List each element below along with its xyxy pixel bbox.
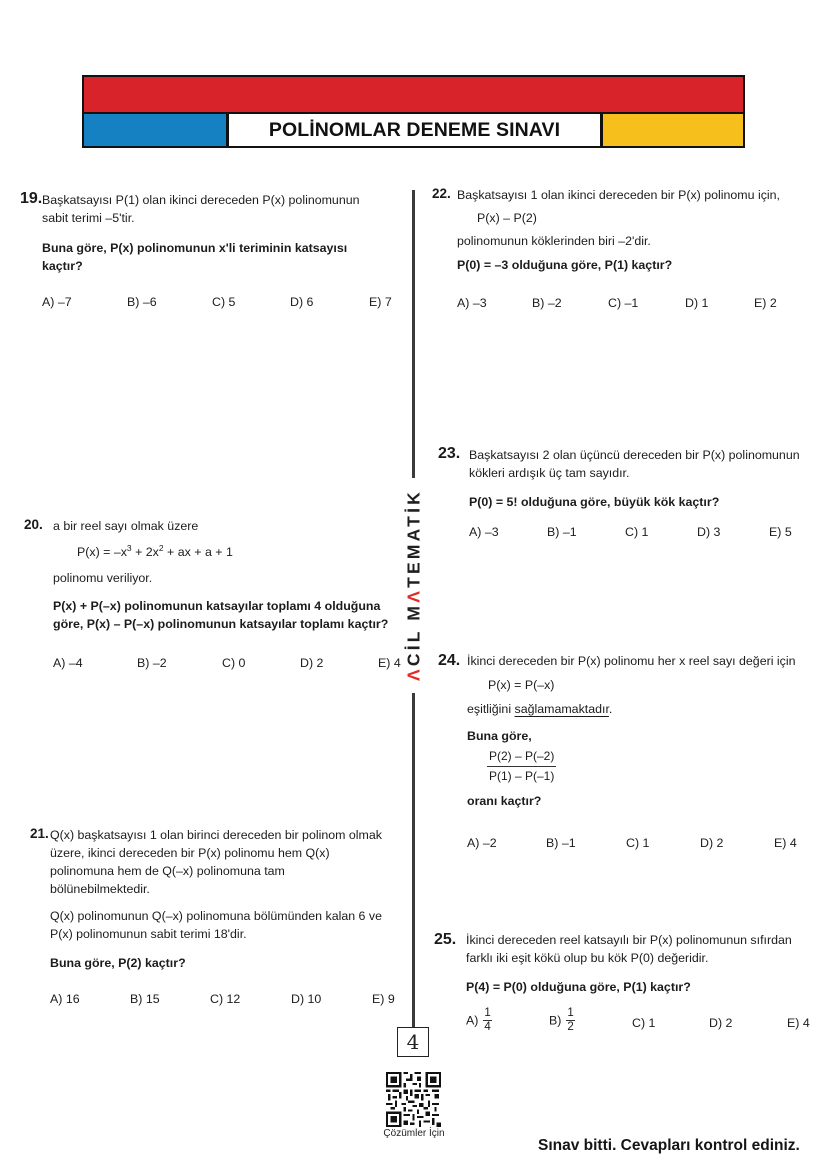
question-text: İkinci dereceden bir P(x) polinomu her x reel sayı değeri için bbox=[467, 654, 796, 668]
option-b[interactable]: B) –2 bbox=[137, 656, 167, 670]
option-b[interactable]: B) –2 bbox=[532, 296, 562, 310]
page-number: 4 bbox=[397, 1027, 429, 1057]
question-text: bölünebilmektedir. bbox=[50, 882, 150, 896]
option-c[interactable]: C) 12 bbox=[210, 992, 241, 1006]
question-text: polinomuna hem de Q(–x) polinomuna tam bbox=[50, 864, 285, 878]
option-b[interactable]: B) –1 bbox=[546, 836, 576, 850]
option-e[interactable]: E) 7 bbox=[369, 295, 392, 309]
question-prompt: Buna göre, P(2) kaçtır? bbox=[50, 956, 186, 970]
question-prompt: göre, P(x) – P(–x) polinomunun katsayılar toplamı kaçtır? bbox=[53, 617, 389, 631]
option-d[interactable]: D) 6 bbox=[290, 295, 314, 309]
question-number: 24. bbox=[438, 652, 461, 669]
question-prompt: oranı kaçtır? bbox=[467, 794, 542, 808]
brand-logo bbox=[403, 485, 425, 685]
option-b[interactable]: B) 15 bbox=[130, 992, 160, 1006]
question-text: polinomu veriliyor. bbox=[53, 571, 153, 585]
option-c[interactable]: C) 1 bbox=[626, 836, 650, 850]
option-a[interactable]: A) –2 bbox=[467, 836, 497, 850]
question-text: Başkatsayısı P(1) olan ikinci dereceden P(x) polinomunun bbox=[42, 193, 360, 207]
option-d[interactable]: D) 2 bbox=[300, 656, 324, 670]
brand-logo-text: ΛCİL MΛTEMATİK bbox=[403, 489, 424, 681]
question-text: farklı iki eşit kökü olup bu kök P(0) değeridir. bbox=[466, 951, 709, 965]
option-a[interactable]: A) –7 bbox=[42, 295, 72, 309]
option-e[interactable]: E) 4 bbox=[774, 836, 797, 850]
question-prompt: P(0) = –3 olduğuna göre, P(1) kaçtır? bbox=[457, 258, 673, 272]
question-prompt: P(4) = P(0) olduğuna göre, P(1) kaçtır? bbox=[466, 980, 691, 994]
question-text: Q(x) polinomunun Q(–x) polinomuna bölümünden kalan 6 ve bbox=[50, 909, 382, 923]
column-divider-bottom bbox=[412, 693, 415, 1028]
banner-yellow-block bbox=[603, 114, 743, 146]
option-a[interactable]: A) –4 bbox=[53, 656, 83, 670]
question-text: Q(x) başkatsayısı 1 olan birinci dereceden bir polinom olmak bbox=[50, 828, 382, 842]
banner-red-stripe bbox=[84, 77, 743, 112]
question-fraction: $\frac{P(2) - P(-2)}{P(1) - P(-1)}$ bbox=[489, 749, 555, 783]
option-b[interactable]: B) –1 bbox=[547, 525, 577, 539]
option-c[interactable]: C) 1 bbox=[632, 1016, 656, 1030]
question-prompt: Buna göre, bbox=[467, 729, 532, 743]
question-text: kökleri ardışık üç tam sayıdır. bbox=[469, 466, 630, 480]
question-number: 25. bbox=[434, 931, 457, 948]
column-divider-top bbox=[412, 190, 415, 478]
question-number: 19. bbox=[20, 190, 43, 207]
page-title: POLİNOMLAR DENEME SINAVI bbox=[268, 118, 561, 141]
option-d[interactable]: D) 2 bbox=[700, 836, 724, 850]
option-a[interactable]: A) 16 bbox=[50, 992, 80, 1006]
question-formula: P(x) – P(2) bbox=[477, 211, 537, 225]
question-prompt: kaçtır? bbox=[42, 259, 83, 273]
footer-message: Sınav bitti. Cevapları kontrol ediniz. bbox=[538, 1137, 800, 1154]
option-e[interactable]: E) 5 bbox=[769, 525, 792, 539]
option-a[interactable]: A) $\frac{1}{4}$ bbox=[466, 1007, 491, 1033]
qr-code-label: Çözümler İçin bbox=[383, 1128, 445, 1139]
option-d[interactable]: D) 3 bbox=[697, 525, 721, 539]
question-number: 22. bbox=[432, 186, 451, 201]
option-d[interactable]: D) 10 bbox=[291, 992, 322, 1006]
question-prompt: Buna göre, P(x) polinomunun x'li teriminin katsayısı bbox=[42, 241, 348, 255]
question-text: a bir reel sayı olmak üzere bbox=[53, 519, 199, 533]
question-number: 20. bbox=[24, 517, 43, 532]
question-text: polinomunun köklerinden biri –2'dir. bbox=[457, 234, 651, 248]
option-c[interactable]: C) 1 bbox=[625, 525, 649, 539]
option-a[interactable]: A) –3 bbox=[457, 296, 487, 310]
option-e[interactable]: E) 4 bbox=[787, 1016, 810, 1030]
question-number: 21. bbox=[30, 826, 49, 841]
option-d[interactable]: D) 1 bbox=[685, 296, 709, 310]
answer-options bbox=[466, 1007, 826, 1041]
question-prompt: P(x) + P(–x) polinomunun katsayılar toplamı 4 olduğuna bbox=[53, 599, 381, 613]
question-text: Başkatsayısı 2 olan üçüncü dereceden bir P(x) polinomunun bbox=[469, 448, 800, 462]
question-prompt: P(0) = 5! olduğuna göre, büyük kök kaçtır? bbox=[469, 495, 720, 509]
question-formula: P(x) = P(–x) bbox=[488, 678, 555, 692]
question-formula: $P(x) = -x^3 + 2x^2$ + ax + a + 1 bbox=[77, 542, 233, 559]
question-text: üzere, ikinci dereceden bir P(x) polinomu hem Q(x) bbox=[50, 846, 330, 860]
question-text: eşitliğini sağlamamaktadır. bbox=[467, 702, 613, 716]
option-e[interactable]: E) 9 bbox=[372, 992, 395, 1006]
option-a[interactable]: A) –3 bbox=[469, 525, 499, 539]
banner-blue-block bbox=[84, 114, 226, 146]
option-c[interactable]: C) 5 bbox=[212, 295, 236, 309]
question-text: Başkatsayısı 1 olan ikinci dereceden bir P(x) polinomu için, bbox=[457, 188, 780, 202]
option-d[interactable]: D) 2 bbox=[709, 1016, 733, 1030]
question-number: 23. bbox=[438, 445, 461, 462]
option-b[interactable]: B) –6 bbox=[127, 295, 157, 309]
banner-title-box bbox=[229, 114, 600, 146]
header-banner bbox=[82, 75, 745, 148]
question-text: P(x) polinomunun sabit terimi 18'dir. bbox=[50, 927, 247, 941]
qr-code-icon[interactable] bbox=[386, 1072, 441, 1127]
option-e[interactable]: E) 2 bbox=[754, 296, 777, 310]
option-c[interactable]: C) 0 bbox=[222, 656, 246, 670]
question-text: sabit terimi –5'tir. bbox=[42, 211, 135, 225]
question-text: İkinci dereceden reel katsayılı bir P(x) polinomunun sıfırdan bbox=[466, 933, 792, 947]
option-b[interactable]: B) $\frac{1}{2}$ bbox=[549, 1007, 574, 1033]
option-e[interactable]: E) 4 bbox=[378, 656, 401, 670]
option-c[interactable]: C) –1 bbox=[608, 296, 639, 310]
